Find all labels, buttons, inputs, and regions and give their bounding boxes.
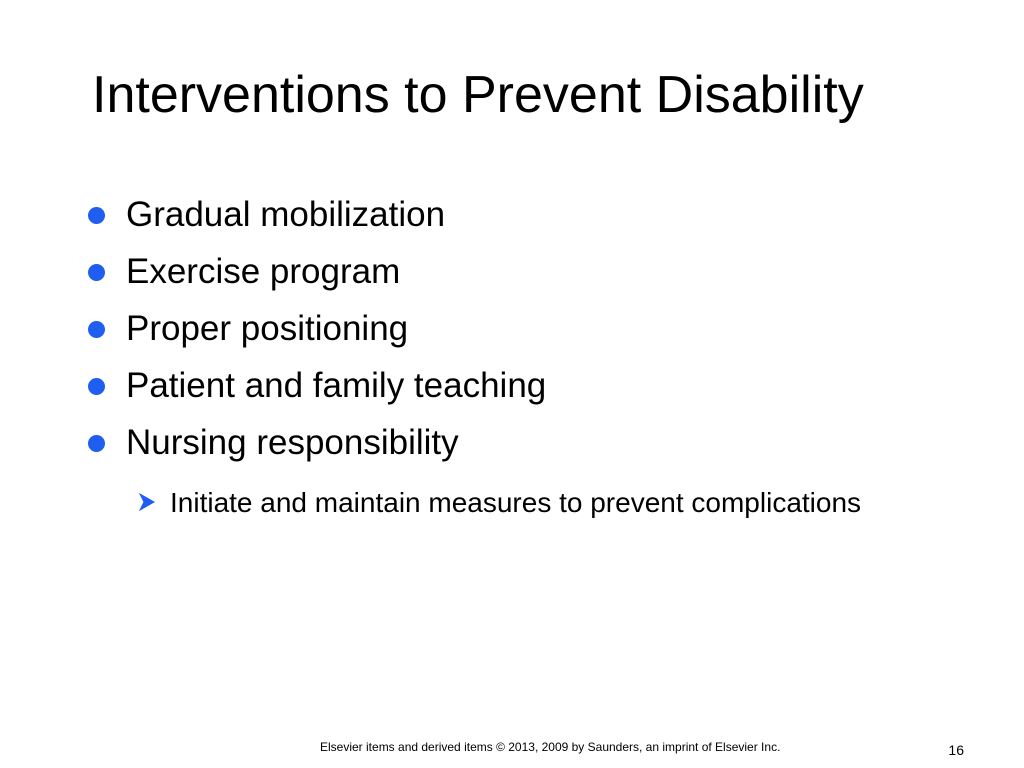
footer-copyright: Elsevier items and derived items © 2013, 2009 by Saunders, an imprint of Elsevier Inc. xyxy=(320,740,781,754)
sub-bullet-text: Initiate and maintain measures to prevent complications xyxy=(170,487,862,518)
arrow-bullet-icon xyxy=(138,492,156,512)
page-number: 16 xyxy=(948,742,964,758)
bullet-item xyxy=(88,361,948,418)
slide-title: Interventions to Prevent Disability xyxy=(92,66,864,124)
bullet-dot-icon xyxy=(88,264,105,281)
bullet-text: Exercise program xyxy=(126,252,401,291)
bullet-dot-icon xyxy=(88,378,105,395)
bullet-item xyxy=(88,418,948,475)
sub-bullet-item xyxy=(138,483,870,523)
bullet-list xyxy=(88,190,948,523)
bullet-text: Gradual mobilization xyxy=(126,195,446,234)
bullet-item xyxy=(88,247,948,304)
bullet-dot-icon xyxy=(88,435,105,452)
bullet-item xyxy=(88,190,948,247)
bullet-item xyxy=(88,304,948,361)
bullet-text: Proper positioning xyxy=(126,309,409,348)
bullet-text: Patient and family teaching xyxy=(126,366,547,405)
bullet-dot-icon xyxy=(88,207,105,224)
bullet-dot-icon xyxy=(88,321,105,338)
bullet-text: Nursing responsibility xyxy=(126,423,459,462)
